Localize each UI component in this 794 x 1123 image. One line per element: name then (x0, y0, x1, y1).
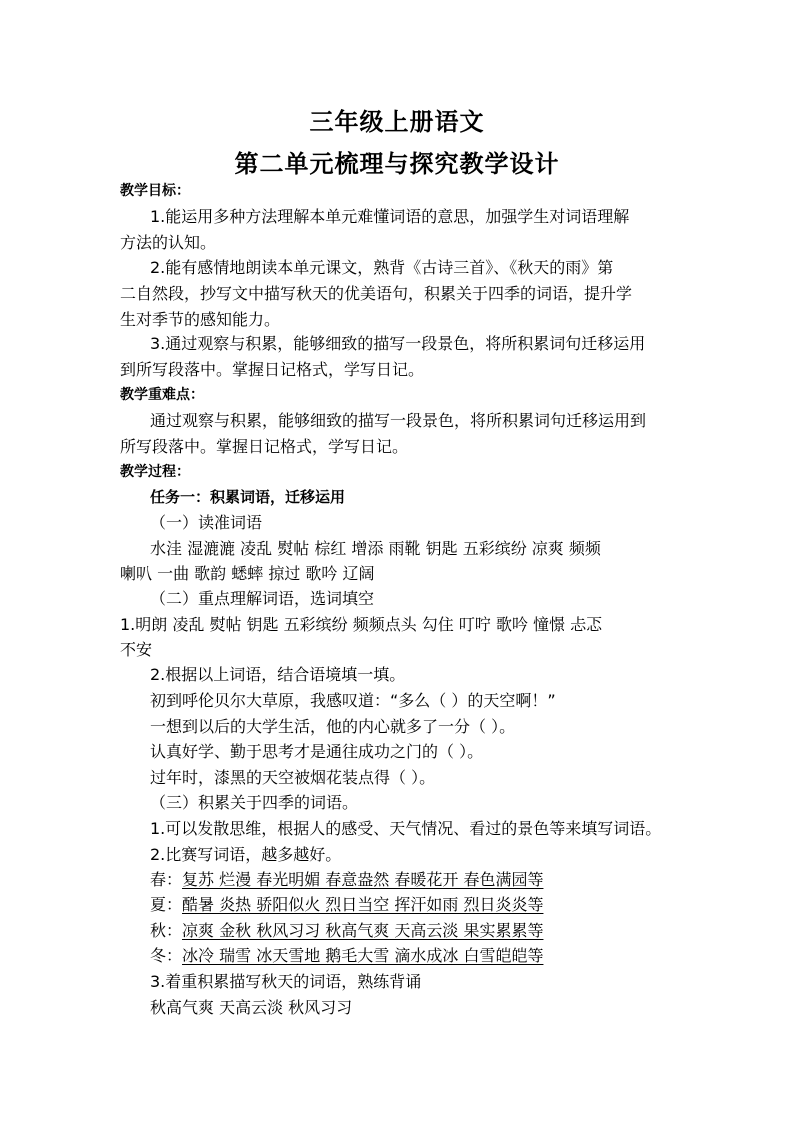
goal-3-line-1: 3.通过观察与积累，能够细致的描写一段景色，将所积累词句迁移运用 (150, 334, 646, 353)
goal-2-line-1: 2.能有感情地朗读本单元课文，熟背《古诗三首》、《秋天的雨》第 (150, 258, 614, 277)
season-words-summer: 酷暑 炎热 骄阳似火 烈日当空 挥汗如雨 烈日炎炎等 (182, 895, 544, 914)
process-heading: 教学过程： (120, 464, 190, 480)
title-line-1: 三年级上册语文 (309, 107, 485, 136)
season-row-winter (150, 945, 543, 967)
goal-2-line-3: 生对季节的感知能力。 (120, 310, 281, 329)
section-3-title: （三）积累关于四季的词语。 (150, 793, 359, 812)
season-words-winter: 冰冷 瑞雪 冰天雪地 鹅毛大雪 滴水成冰 白雪皑皑等 (182, 946, 544, 965)
season-row-summer (150, 894, 543, 916)
autumn-recite-words: 秋高气爽 天高云淡 秋风习习 (150, 998, 353, 1017)
goals-heading: 教学目标： (120, 183, 190, 199)
goal-1-line-2: 方法的认知。 (120, 233, 217, 252)
goal-1-line-1: 1.能运用多种方法理解本单元难懂词语的意思，加强学生对词语理解 (150, 207, 630, 226)
keypoints-line-1: 通过观察与积累，能够细致的描写一段景色，将所积累词句迁移运用到 (150, 411, 647, 430)
question-1-line-2: 不安 (120, 640, 153, 659)
keypoints-line-2: 所写段落中。掌握日记格式，学写日记。 (120, 437, 409, 456)
question-1-line-1: 1.明朗 凌乱 熨帖 钥匙 五彩缤纷 频频点头 勾住 叮咛 歌吟 憧憬 忐忑 (120, 615, 603, 634)
season-label-winter: 冬： (150, 946, 183, 965)
goal-2-line-2: 二自然段，抄写文中描写秋天的优美语句，积累关于四季的词语，提升学 (120, 284, 633, 303)
season-label-summer: 夏： (150, 895, 183, 914)
section-2-title: （二）重点理解词语，选词填空 (150, 589, 375, 608)
words-line-1: 水洼 湿漉漉 凌乱 熨帖 棕红 增添 雨靴 钥匙 五彩缤纷 凉爽 频频 (150, 539, 601, 558)
section-3-item-1: 1.可以发散思维，根据人的感受、天气情况、看过的景色等来填写词语。 (150, 819, 662, 838)
season-label-autumn: 秋： (150, 921, 183, 940)
task-1-title: 任务一：积累词语，迁移运用 (150, 488, 346, 506)
season-row-spring (150, 869, 543, 891)
section-3-item-3: 3.着重积累描写秋天的词语，熟练背诵 (150, 972, 422, 991)
section-3-item-2: 2.比赛写词语，越多越好。 (150, 845, 342, 864)
fill-blank-1: 初到呼伦贝尔大草原，我感叹道：“多么（ ）的天空啊！” (150, 691, 556, 710)
keypoints-heading: 教学重难点： (120, 387, 204, 403)
fill-blank-4: 过年时，漆黑的天空被烟花装点得（ ）。 (150, 768, 436, 787)
season-words-autumn: 凉爽 金秋 秋风习习 秋高气爽 天高云淡 果实累累等 (182, 921, 544, 940)
season-words-spring: 复苏 烂漫 春光明媚 春意盎然 春暖花开 春色满园等 (182, 870, 544, 889)
title-line-2: 第二单元梳理与探究教学设计 (234, 149, 560, 178)
season-label-spring: 春： (150, 870, 183, 889)
words-line-2: 喇叭 一曲 歌韵 蟋蟀 掠过 歌吟 辽阔 (120, 564, 375, 583)
question-2: 2.根据以上词语，结合语境填一填。 (150, 665, 406, 684)
section-1-title: （一）读准词语 (150, 513, 263, 532)
season-row-autumn (150, 920, 543, 942)
fill-blank-3: 认真好学、勤于思考才是通往成功之门的（ ）。 (150, 742, 484, 761)
fill-blank-2: 一想到以后的大学生活，他的内心就多了一分（ ）。 (150, 717, 516, 736)
goal-3-line-2: 到所写段落中。掌握日记格式，学写日记。 (120, 360, 425, 379)
